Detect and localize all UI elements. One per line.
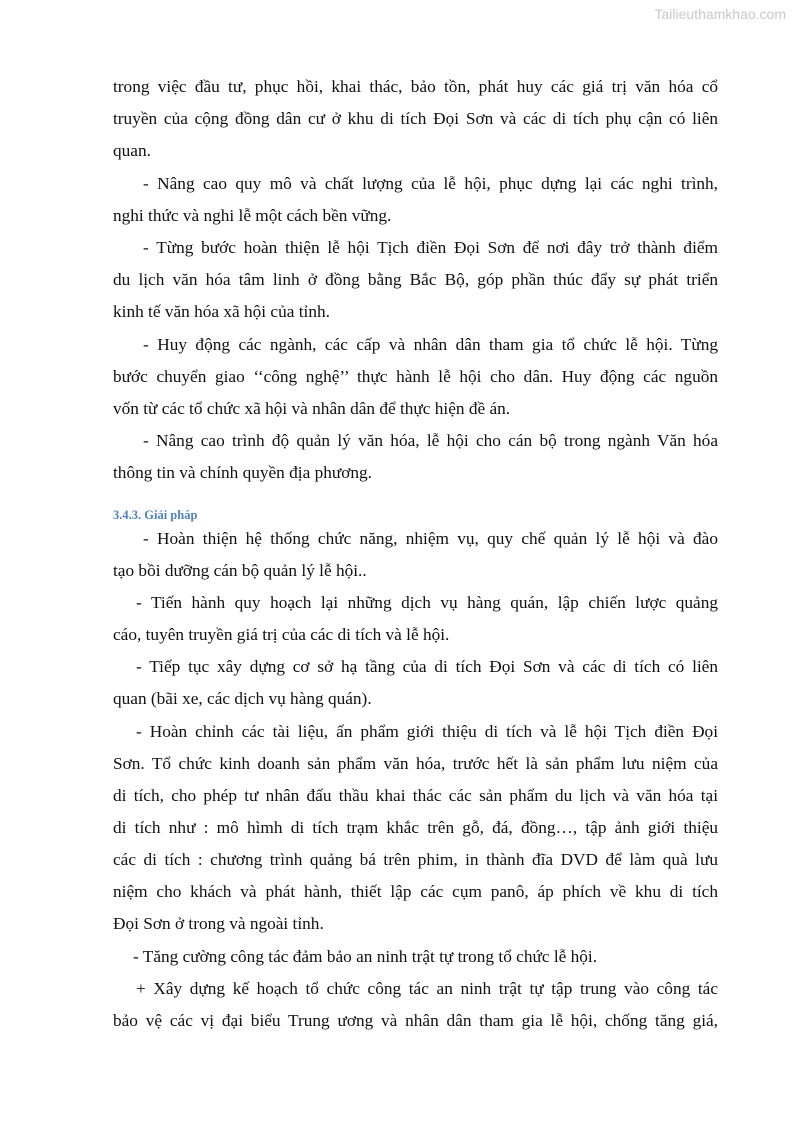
text-line: - Tiếp tục xây dựng cơ sở hạ tầng của di tích Đọi Sơn và các di tích có liên bbox=[136, 657, 718, 676]
text-line: nghi thức và nghi lễ một cách bền vững. bbox=[113, 206, 392, 225]
text-line: - Hoàn chỉnh các tài liệu, ấn phẩm giới thiệu di tích và lễ hội Tịch điền Đọi bbox=[136, 722, 718, 741]
watermark: Tailieuthamkhao.com bbox=[654, 6, 786, 22]
text-line: bảo vệ các vị đại biểu Trung ương và nhân dân tham gia lễ hội, chống tăng giá, bbox=[113, 1011, 718, 1030]
text-line: - Hoàn thiện hệ thống chức năng, nhiệm vụ, quy chế quản lý lễ hội và đào bbox=[143, 529, 718, 548]
text-line: vốn từ các tổ chức xã hội và nhân dân để thực hiện đề án. bbox=[113, 399, 511, 418]
text-line: - Tiến hành quy hoạch lại những dịch vụ hàng quán, lập chiến lược quảng bbox=[136, 593, 718, 612]
text-line: Đọi Sơn ở trong và ngoài tỉnh. bbox=[113, 914, 324, 933]
text-line: các di tích : chương trình quảng bá trên phim, in thành đĩa DVD để làm quà lưu bbox=[113, 850, 718, 869]
text-line: du lịch văn hóa tâm linh ở đồng bằng Bắc Bộ, góp phần thúc đẩy sự phát triển bbox=[113, 270, 718, 289]
text-line: - Từng bước hoàn thiện lễ hội Tịch điền Đọi Sơn để nơi đây trở thành điểm bbox=[143, 238, 718, 257]
text-line: - Nâng cao quy mô và chất lượng của lễ hội, phục dựng lại các nghi trình, bbox=[143, 174, 718, 193]
text-line: - Huy động các ngành, các cấp và nhân dân tham gia tổ chức lễ hội. Từng bbox=[143, 335, 718, 354]
text-line: - Tăng cường công tác đảm bảo an ninh trật tự trong tổ chức lễ hội. bbox=[133, 947, 598, 966]
text-line: cáo, tuyên truyền giá trị của các di tích và lễ hội. bbox=[113, 625, 450, 644]
text-line: trong việc đầu tư, phục hồi, khai thác, bảo tồn, phát huy các giá trị văn hóa cổ bbox=[113, 77, 718, 96]
text-line: quan. bbox=[113, 141, 151, 160]
text-line: quan (bãi xe, các dịch vụ hàng quán). bbox=[113, 689, 372, 708]
text-line: Sơn. Tổ chức kinh doanh sản phẩm văn hóa, trước hết là sản phẩm lưu niệm của bbox=[113, 754, 718, 773]
text-line: thông tin và chính quyền địa phương. bbox=[113, 463, 372, 482]
text-line: niệm cho khách và phát hành, thiết lập các cụm panô, áp phích về khu di tích bbox=[113, 882, 718, 901]
text-line: kinh tế văn hóa xã hội của tỉnh. bbox=[113, 302, 330, 321]
section-heading: 3.4.3. Giải pháp bbox=[113, 508, 198, 522]
text-line: di tích, cho phép tư nhân đấu thầu khai thác các sản phẩm du lịch và văn hóa tại bbox=[113, 786, 718, 805]
text-line: - Nâng cao trình độ quản lý văn hóa, lễ hội cho cán bộ trong ngành Văn hóa bbox=[143, 431, 718, 450]
text-line: bước chuyển giao ‘‘công nghệ’’ thực hành lễ hội cho dân. Huy động các nguồn bbox=[113, 367, 718, 386]
text-line: tạo bồi dưỡng cán bộ quản lý lễ hội.. bbox=[113, 561, 367, 580]
text-line: + Xây dựng kế hoạch tổ chức công tác an ninh trật tự tập trung vào công tác bbox=[136, 979, 718, 998]
text-line: truyền của cộng đồng dân cư ở khu di tích Đọi Sơn và các di tích phụ cận có liên bbox=[113, 109, 718, 128]
text-line: di tích như : mô hìmh di tích trạm khắc trên gỗ, đá, đồng…, tập ảnh giới thiệu bbox=[113, 818, 718, 837]
